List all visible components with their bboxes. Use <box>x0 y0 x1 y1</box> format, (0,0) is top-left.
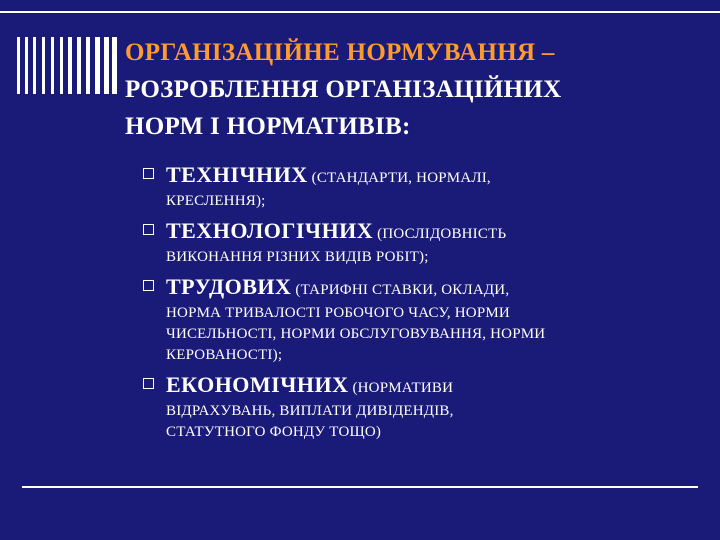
top-divider-line <box>0 11 720 13</box>
list-item-labour <box>143 274 713 366</box>
item-continuation: ЧИСЕЛЬНОСТІ, НОРМИ ОБСЛУГОВУВАННЯ, НОРМИ <box>166 326 546 342</box>
decorative-stripes <box>17 37 117 94</box>
list-item-economic <box>143 372 713 443</box>
item-continuation: КЕРОВАНОСТІ); <box>166 347 283 363</box>
title-line-2: РОЗРОБЛЕННЯ ОРГАНІЗАЦІЙНИХ <box>125 76 562 103</box>
item-continuation: ВИКОНАННЯ РІЗНИХ ВИДІВ РОБІТ); <box>166 249 429 265</box>
item-heading: ЕКОНОМІЧНИХ <box>166 372 349 397</box>
list-item-technical <box>143 162 713 212</box>
item-continuation: КРЕСЛЕННЯ); <box>166 193 266 209</box>
square-bullet-icon <box>143 168 154 179</box>
square-bullet-icon <box>143 224 154 235</box>
list-item-technological <box>143 218 713 268</box>
item-detail: (НОРМАТИВИ <box>348 380 454 396</box>
item-continuation: НОРМА ТРИВАЛОСТІ РОБОЧОГО ЧАСУ, НОРМИ <box>166 305 510 321</box>
item-heading: ТЕХНОЛОГІЧНИХ <box>166 218 374 243</box>
item-continuation: СТАТУТНОГО ФОНДУ ТОЩО) <box>166 424 382 440</box>
square-bullet-icon <box>143 280 154 291</box>
item-detail: (ТАРИФНІ СТАВКИ, ОКЛАДИ, <box>291 282 510 298</box>
item-detail: (СТАНДАРТИ, НОРМАЛІ, <box>307 170 491 186</box>
item-heading: ТЕХНІЧНИХ <box>166 162 308 187</box>
norms-list <box>143 162 713 449</box>
bottom-divider-line <box>22 486 698 488</box>
square-bullet-icon <box>143 378 154 389</box>
slide-title <box>125 34 715 145</box>
title-line-1: ОРГАНІЗАЦІЙНЕ НОРМУВАННЯ – <box>125 39 555 66</box>
title-line-3: НОРМ І НОРМАТИВІВ: <box>125 113 411 140</box>
item-heading: ТРУДОВИХ <box>166 274 292 299</box>
item-continuation: ВІДРАХУВАНЬ, ВИПЛАТИ ДИВІДЕНДІВ, <box>166 403 454 419</box>
item-detail: (ПОСЛІДОВНІСТЬ <box>373 226 507 242</box>
